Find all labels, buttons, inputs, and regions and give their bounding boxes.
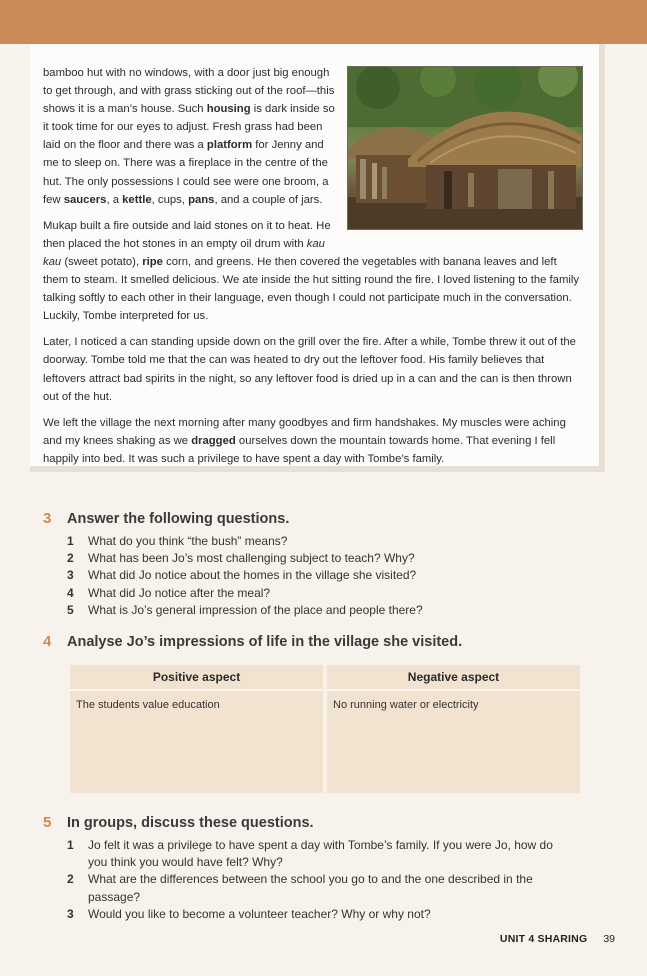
reading-passage — [43, 64, 583, 476]
question-list — [43, 837, 563, 923]
question-item — [67, 602, 423, 619]
question-text: What are the differences between the school you go to and the one described in the passage? — [88, 872, 533, 904]
question-number: 2 — [67, 872, 74, 887]
positive-cell: The students value education — [76, 699, 220, 711]
question-number: 3 — [67, 568, 74, 583]
question-text: What is Jo’s general impression of the place and people there? — [88, 602, 423, 617]
question-number: 1 — [67, 534, 74, 548]
unit-label: UNIT 4 SHARING — [499, 933, 588, 945]
negative-column — [327, 665, 580, 793]
passage-text: We left the village the next morning after many goodbyes and firm handshakes. My muscles were aching and my knees shaking as we — [43, 416, 566, 447]
positive-column — [70, 665, 323, 793]
key-word: saucers — [63, 193, 107, 206]
positive-header: Positive aspect — [70, 665, 323, 691]
section-3 — [43, 510, 423, 619]
section-title: Answer the following questions. — [67, 511, 290, 527]
key-word: pans — [188, 193, 215, 206]
key-word: kettle — [122, 193, 152, 206]
passage-paragraph-3 — [43, 333, 583, 405]
passage-text: bamboo hut with no windows, with a door just big enough to get through, and with grass sticking out of the roof—this shows it is a man’s house. Such — [43, 67, 335, 116]
question-number: 1 — [67, 838, 74, 852]
passage-text: , and a couple of jars. — [214, 193, 323, 206]
key-word: platform — [206, 139, 253, 152]
question-text: What do you think “the bush” means? — [88, 534, 288, 548]
question-text: What did Jo notice after the meal? — [88, 585, 271, 600]
section-number: 4 — [43, 633, 52, 650]
hut-photo — [347, 66, 583, 230]
key-word: dragged — [191, 434, 236, 447]
passage-text: ourselves down the mountain towards home. That evening I fell happily into bed. It was such a privilege to have spent a day with Tombe’s family. — [43, 434, 556, 465]
passage-text: , cups, — [151, 193, 189, 206]
question-text: Would you like to become a volunteer teacher? Why or why not? — [88, 906, 431, 921]
key-word: housing — [206, 103, 251, 116]
passage-text: is dark inside so it took time for our eyes to adjust. Fresh grass had been laid on the floor and there was a — [43, 103, 335, 152]
question-item — [67, 871, 563, 905]
question-item — [67, 906, 563, 923]
question-item — [67, 837, 563, 871]
section-number: 3 — [43, 510, 52, 527]
question-number: 2 — [67, 551, 74, 566]
passage-paragraph-4 — [43, 414, 583, 468]
key-word: ripe — [142, 255, 163, 268]
question-text: Jo felt it was a privilege to have spent a day with Tombe’s family. If you were Jo, how do you think you would have felt? Why? — [88, 838, 553, 870]
negative-cell: No running water or electricity — [333, 699, 479, 711]
question-text: What did Jo notice about the homes in the village she visited? — [88, 568, 417, 583]
question-item — [67, 550, 423, 567]
passage-text: corn, and greens. He then covered the vegetables with banana leaves and left them to steam. It smelled delicious. We ate inside the hut sitting round the fire. I loved listening to the family talking softly to each other in their language, even though I could not participate much in the conversation. Luckily, Tombe interpreted for us. — [43, 255, 580, 323]
question-number: 5 — [67, 602, 74, 617]
impressions-table — [70, 665, 580, 793]
question-list — [43, 533, 423, 619]
question-number: 3 — [67, 906, 74, 921]
question-item — [67, 533, 423, 550]
thatched-hut-illustration — [348, 67, 583, 230]
passage-text: Mukap built a fire outside and laid stones on it to heat. He then placed the hot stones in an empty oil drum with — [43, 219, 331, 250]
section-5 — [43, 814, 563, 923]
header-band — [0, 0, 647, 44]
passage-paragraph-2 — [43, 217, 583, 326]
page-number: 39 — [603, 933, 615, 945]
italic-term: kau kau — [43, 237, 325, 268]
passage-text: , a — [106, 193, 123, 206]
question-number: 4 — [67, 585, 74, 600]
question-item — [67, 567, 423, 584]
question-item — [67, 585, 423, 602]
section-title: Analyse Jo’s impressions of life in the village she visited. — [67, 634, 463, 650]
passage-text: for Jenny and me to sleep on. There was a fireplace in the centre of the hut. The only possessions I could see were one broom, a few — [43, 139, 329, 206]
negative-header: Negative aspect — [327, 665, 580, 691]
section-4 — [43, 633, 462, 650]
page-footer — [500, 933, 615, 945]
section-title: In groups, discuss these questions. — [67, 815, 314, 831]
question-text: What has been Jo’s most challenging subject to teach? Why? — [88, 551, 415, 566]
passage-text: (sweet potato), — [61, 255, 143, 268]
section-number: 5 — [43, 814, 52, 831]
passage-text: Later, I noticed a can standing upside down on the grill over the fire. After a while, Tombe threw it out of the doorway. Tombe told me that the can was heated to dry out the leftover food. His family believes that leftovers attract bad spirits in the night, so any leftover food is dried up in a can and the can is then thrown out of the hut. — [43, 336, 576, 403]
